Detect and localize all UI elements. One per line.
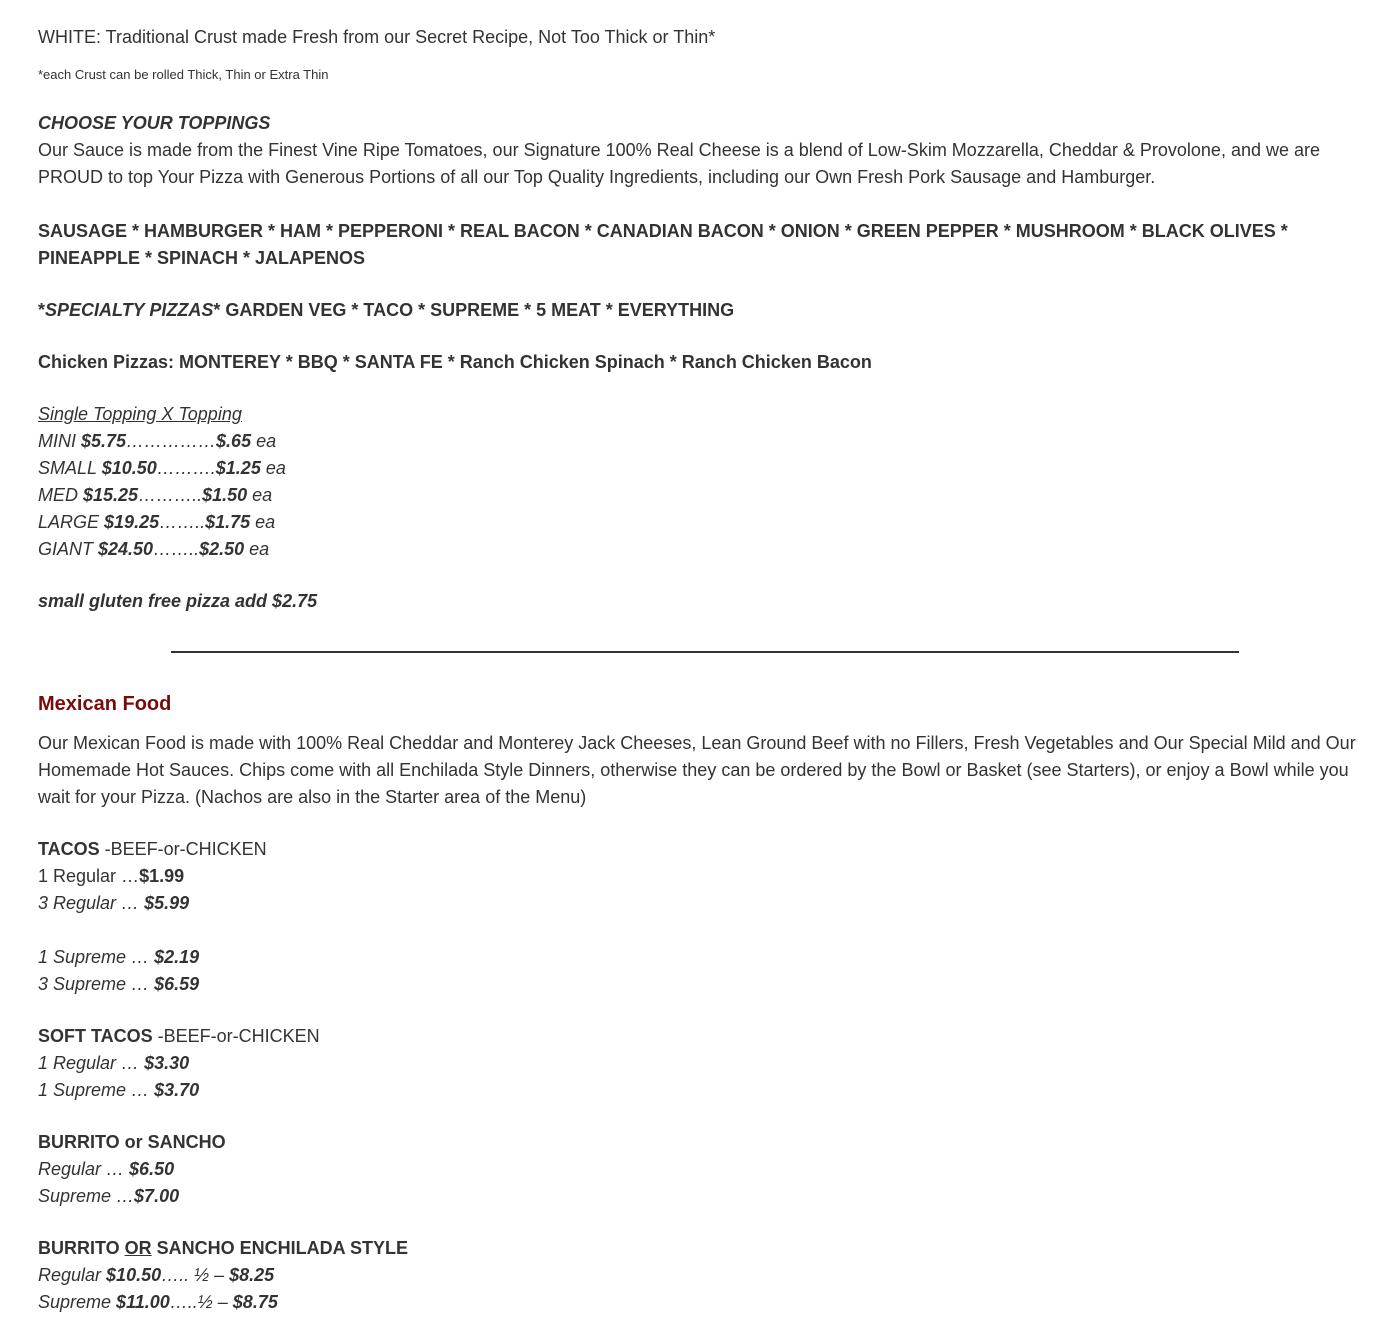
size-row: GIANT $24.50……..$2.50 ea — [38, 539, 270, 559]
toppings-heading: CHOOSE YOUR TOPPINGS — [38, 113, 271, 133]
toppings-list-line1: SAUSAGE * HAMBURGER * HAM * PEPPERONI * REAL BACON * CANADIAN BACON * ONION * GREEN PEPPER * MUSHROOM * BLACK OLIVES * — [38, 221, 1288, 241]
size-row: MINI $5.75……………$.65 ea — [38, 431, 277, 451]
tacos-3-regular: 3 Regular … $5.99 — [38, 893, 190, 913]
specialty-list: GARDEN VEG * TACO * SUPREME * 5 MEAT * EVERYTHING — [220, 300, 735, 320]
soft-tacos-1-supreme: 1 Supreme … $3.70 — [38, 1080, 200, 1100]
tacos-3-supreme: 3 Supreme … $6.59 — [38, 974, 200, 994]
size-price-list — [38, 428, 1360, 563]
white-crust-text: WHITE: Traditional Crust made Fresh from our Secret Recipe, Not Too Thick or Thin* — [38, 27, 716, 47]
chicken-pizzas: Chicken Pizzas: MONTEREY * BBQ * SANTA FE * Ranch Chicken Spinach * Ranch Chicken Bacon — [38, 352, 872, 372]
specialty-label: SPECIALTY PIZZAS — [45, 300, 214, 320]
enchilada-supreme: Supreme $11.00…..½ – $8.75 — [38, 1292, 278, 1312]
size-row: MED $15.25………..$1.50 ea — [38, 485, 273, 505]
soft-tacos-1-regular: 1 Regular … $3.30 — [38, 1053, 190, 1073]
enchilada-regular: Regular $10.50….. ½ – $8.25 — [38, 1265, 275, 1285]
specialty-pizzas — [38, 297, 1360, 324]
mexican-description: Our Mexican Food is made with 100% Real Cheddar and Monterey Jack Cheeses, Lean Ground Beef with no Fillers, Fresh Vegetables and Our Special Mild and Our Homemade Hot Sauces. Chips come with all Enchilada Style Dinners, otherwise they can be ordered by the Bowl or Basket (see Starters), or enjoy a Bowl while you wait for your Pizza. (Nachos are also in the Starter area of the Menu) — [38, 733, 1356, 807]
specialty-star-open: * — [38, 300, 46, 320]
size-row: SMALL $10.50……….$1.25 ea — [38, 458, 286, 478]
section-divider — [171, 651, 1239, 653]
toppings-list-line2: PINEAPPLE * SPINACH * JALAPENOS — [38, 248, 366, 268]
burrito-supreme: Supreme …$7.00 — [38, 1186, 180, 1206]
gluten-free-note: small gluten free pizza add $2.75 — [38, 591, 318, 611]
tacos-1-regular: 1 Regular …$1.99 — [38, 866, 185, 886]
tacos-1-supreme: 1 Supreme … $2.19 — [38, 947, 200, 967]
enchilada-heading: BURRITO OR SANCHO ENCHILADA STYLE — [38, 1238, 409, 1258]
soft-tacos-heading: SOFT TACOS -BEEF-or-CHICKEN — [38, 1026, 320, 1046]
size-row: LARGE $19.25……..$1.75 ea — [38, 512, 276, 532]
crust-note: *each Crust can be rolled Thick, Thin or Extra Thin — [38, 67, 329, 82]
toppings-desc-line1: Our Sauce is made from the Finest Vine Ripe Tomatoes, our Signature 100% Real Cheese is a blend of Low-Skim Mozzarella, Cheddar & Provolone, and we are — [38, 140, 1321, 160]
burrito-heading: BURRITO or SANCHO — [38, 1132, 226, 1152]
size-table-heading: Single Topping X Topping — [38, 404, 242, 424]
mexican-food-title: Mexican Food — [38, 693, 172, 715]
burrito-regular: Regular … $6.50 — [38, 1159, 175, 1179]
specialty-star-close: * — [213, 300, 221, 320]
tacos-heading: TACOS -BEEF-or-CHICKEN — [38, 839, 267, 859]
toppings-desc-line2: PROUD to top Your Pizza with Generous Portions of all our Top Quality Ingredients, including our Own Fresh Pork Sausage and Hamburger. — [38, 167, 1156, 187]
